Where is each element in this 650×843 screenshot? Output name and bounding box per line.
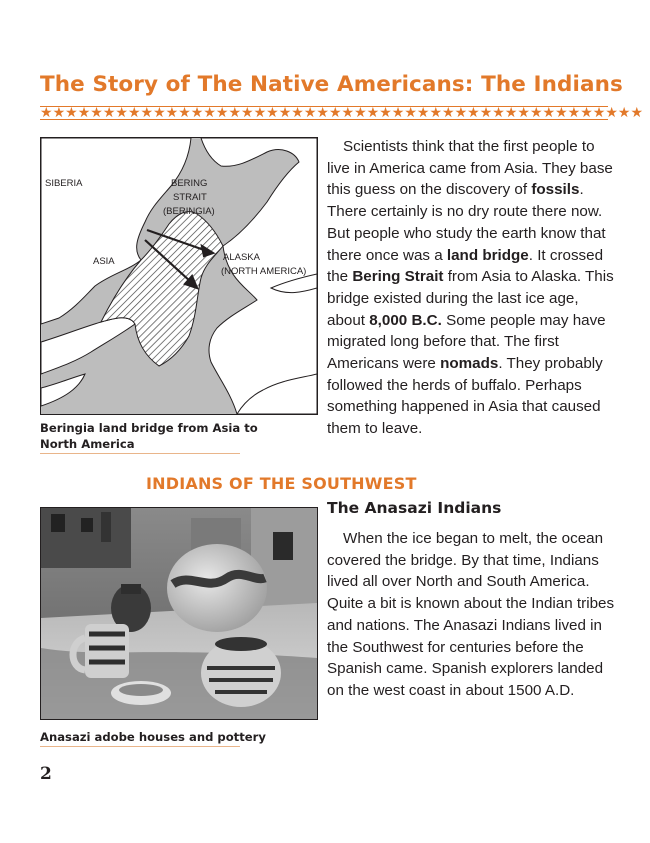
anasazi-paragraph: When the ice began to melt, the ocean covered the bridge. By that time, Indians lived all over North and South America. Quite a bit is known about the Indian tribes and nations. The Anasazi Indians lived in the Southwest for centuries before the Spanish came. Spanish explorers landed on the west coast in about 1500 A.D.	[327, 530, 615, 699]
star-icon: ★	[178, 105, 191, 121]
star-icon: ★	[617, 105, 631, 121]
star-icon: ★	[379, 105, 392, 121]
map-caption: Beringia land bridge from Asia to North America	[40, 421, 258, 451]
star-icon: ★	[90, 105, 103, 121]
star-row	[40, 105, 643, 121]
key-term: 8,000 B.C.	[369, 311, 442, 329]
star-icon: ★	[592, 105, 606, 121]
key-term: land bridge	[446, 246, 529, 264]
star-icon: ★	[165, 105, 179, 121]
photo-caption: Anasazi adobe houses and pottery	[40, 730, 266, 744]
page-title: The Story of The Native Americans: The Indians	[40, 72, 623, 97]
star-icon: ★	[504, 105, 518, 121]
star-icon: ★	[567, 105, 581, 121]
star-icon: ★	[215, 105, 229, 121]
star-icon: ★	[303, 105, 317, 121]
star-icon: ★	[479, 105, 493, 121]
star-icon: ★	[228, 105, 241, 121]
key-term: fossils	[531, 181, 580, 199]
star-icon: ★	[429, 105, 442, 121]
star-icon: ★	[241, 105, 254, 121]
subheading: The Anasazi Indians	[327, 499, 502, 517]
star-icon: ★	[115, 105, 128, 121]
anasazi-photo	[40, 507, 318, 720]
star-divider	[40, 102, 643, 124]
star-icon: ★	[140, 105, 154, 121]
star-icon: ★	[517, 105, 530, 121]
map-label-siberia: SIBERIA	[45, 178, 83, 189]
star-icon: ★	[266, 105, 279, 121]
star-icon: ★	[391, 105, 405, 121]
star-icon: ★	[127, 105, 141, 121]
key-term: Bering Strait	[352, 268, 444, 286]
star-icon: ★	[316, 105, 329, 121]
star-icon: ★	[454, 105, 468, 121]
section-heading: INDIANS OF THE SOUTHWEST	[146, 474, 417, 493]
text-run: Scientists think that the first people to live in America came from Asia. They base this guess on the discovery of	[327, 138, 613, 199]
star-icon: ★	[203, 105, 216, 121]
star-icon: ★	[467, 105, 480, 121]
text-run: . There certainly is no dry route there now. But people who study the earth know that there once was a	[327, 181, 606, 264]
map-label-bering-2: STRAIT	[173, 192, 207, 203]
intro-paragraph	[327, 136, 617, 440]
star-icon: ★	[529, 105, 543, 121]
star-icon: ★	[416, 105, 430, 121]
star-icon: ★	[328, 105, 342, 121]
map-label-bering-1: BERING	[171, 178, 208, 189]
photo-caption-rule	[40, 746, 240, 747]
text-run: from Asia to Alaska. This bridge existed during the last ice age, about	[327, 268, 614, 329]
star-icon: ★	[404, 105, 417, 121]
map-label-asia: ASIA	[93, 256, 115, 267]
star-icon: ★	[630, 105, 643, 121]
star-icon: ★	[580, 105, 593, 121]
map-label-alaska-1: ALASKA	[223, 252, 260, 263]
star-icon: ★	[77, 105, 91, 121]
star-icon: ★	[605, 105, 618, 121]
text-run: . It crossed the	[327, 246, 604, 286]
star-icon: ★	[52, 105, 66, 121]
star-icon: ★	[442, 105, 455, 121]
star-icon: ★	[253, 105, 267, 121]
text-run: . They probably followed the herds of buffalo. Perhaps something happened in Asia that caused them to leave.	[327, 355, 603, 438]
key-term: nomads	[440, 355, 499, 373]
map-label-alaska-2: (NORTH AMERICA)	[221, 266, 307, 277]
star-icon: ★	[40, 105, 53, 121]
page-number: 2	[40, 764, 52, 784]
map-label-bering-3: (BERINGIA)	[163, 206, 215, 217]
star-icon: ★	[492, 105, 505, 121]
star-icon: ★	[65, 105, 78, 121]
star-icon: ★	[190, 105, 204, 121]
star-icon: ★	[555, 105, 568, 121]
map-caption-rule	[40, 453, 240, 454]
star-icon: ★	[542, 105, 556, 121]
star-icon: ★	[354, 105, 367, 121]
beringia-map	[40, 137, 318, 415]
star-icon: ★	[291, 105, 304, 121]
star-icon: ★	[102, 105, 116, 121]
star-icon: ★	[366, 105, 380, 121]
star-icon: ★	[341, 105, 355, 121]
star-icon: ★	[153, 105, 166, 121]
star-icon: ★	[278, 105, 292, 121]
text-run: Some people may have migrated long before that. The first Americans were	[327, 311, 606, 373]
